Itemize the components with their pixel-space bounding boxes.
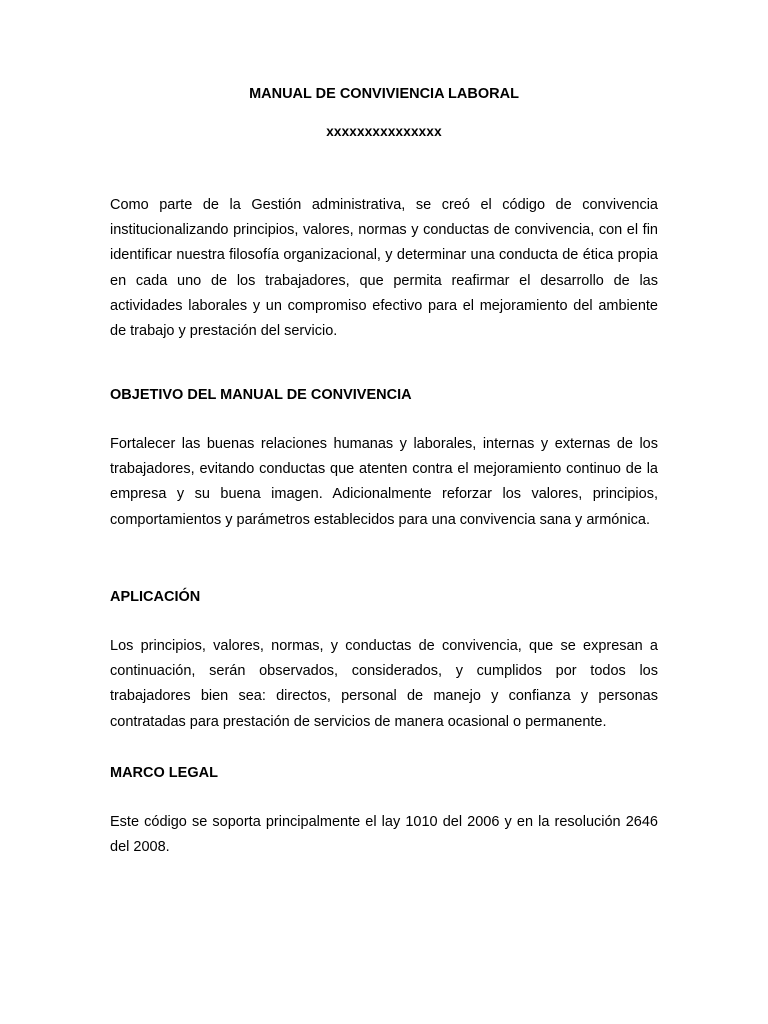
section-body-aplicacion: Los principios, valores, normas, y conductas de convivencia, que se expresan a continuación, serán observados, considerados, y cumplidos por todos los trabajadores bien sea: directos, personal de manejo y confianza y personas contratadas para prestación de servicios de manera ocasional o permanente. — [110, 638, 658, 730]
section-body-objetivo: Fortalecer las buenas relaciones humanas y laborales, internas y externas de los trabajadores, evitando conductas que atenten contra el mejoramiento continuo de la empresa y su buena imagen. Adicionalmente reforzar los valores, principios, comportamientos y parámetros establecidos para una convivencia sana y armónica. — [110, 436, 658, 528]
section-heading-objetivo: OBJETIVO DEL MANUAL DE CONVIVENCIA — [110, 387, 412, 403]
document-subtitle: xxxxxxxxxxxxxxx — [326, 124, 442, 139]
document-title: MANUAL DE CONVIVIENCIA LABORAL — [249, 86, 519, 102]
section-heading-marco-legal: MARCO LEGAL — [110, 765, 218, 781]
intro-paragraph: Como parte de la Gestión administrativa, se creó el código de convivencia institucionalizando principios, valores, normas y conductas de convivencia, con el fin identificar nuestra filosofía organizacional, y determinar una conducta de ética propia en cada uno de los trabajadores, que permita reafirmar el desarrollo de las actividades laborales y un compromiso efectivo para el mejoramiento del ambiente de trabajo y prestación del servicio. — [110, 197, 658, 340]
section-body-marco-legal: Este código se soporta principalmente el lay 1010 del 2006 y en la resolución 2646 del 2008. — [110, 814, 658, 856]
section-heading-aplicacion: APLICACIÓN — [110, 589, 201, 605]
